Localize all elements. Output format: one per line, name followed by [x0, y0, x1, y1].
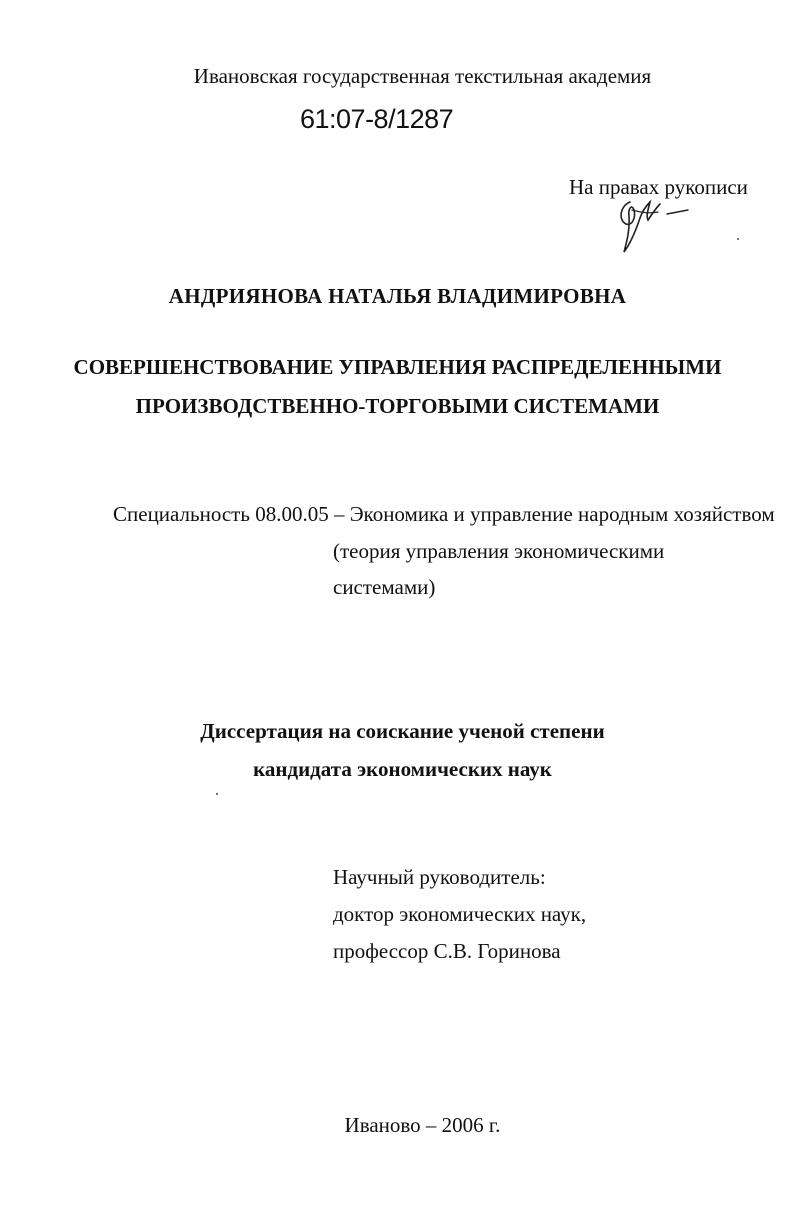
manuscript-rights-note: На правах рукописи	[569, 175, 748, 199]
author-name: АНДРИЯНОВА НАТАЛЬЯ ВЛАДИМИРОВНА	[168, 284, 627, 308]
catalog-code: 61:07-8/1287	[300, 104, 454, 134]
specialty-line-2: (теория управления экономическими	[333, 539, 665, 563]
supervisor-name: профессор С.В. Горинова	[333, 939, 561, 963]
specialty-line-1: Специальность 08.00.05 – Экономика и управление народным хозяйством	[113, 502, 775, 526]
dissertation-title-line-2: ПРОИЗВОДСТВЕННО-ТОРГОВЫМИ СИСТЕМАМИ	[135, 394, 660, 418]
scan-speck	[216, 793, 218, 795]
handwritten-signature	[612, 192, 692, 258]
dissertation-title-line-1: СОВЕРШЕНСТВОВАНИЕ УПРАВЛЕНИЯ РАСПРЕДЕЛЕННЫМИ	[73, 355, 722, 379]
supervisor-degree: доктор экономических наук,	[333, 902, 587, 926]
institution-name: Ивановская государственная текстильная академия	[193, 64, 652, 88]
degree-statement-line-1: Диссертация на соискание ученой степени	[200, 719, 605, 743]
scan-speck	[737, 238, 739, 240]
degree-statement-line-2: кандидата экономических наук	[253, 757, 552, 781]
place-and-year: Иваново – 2006 г.	[344, 1113, 501, 1137]
supervisor-label: Научный руководитель:	[333, 865, 546, 889]
specialty-line-3: системами)	[333, 575, 436, 599]
